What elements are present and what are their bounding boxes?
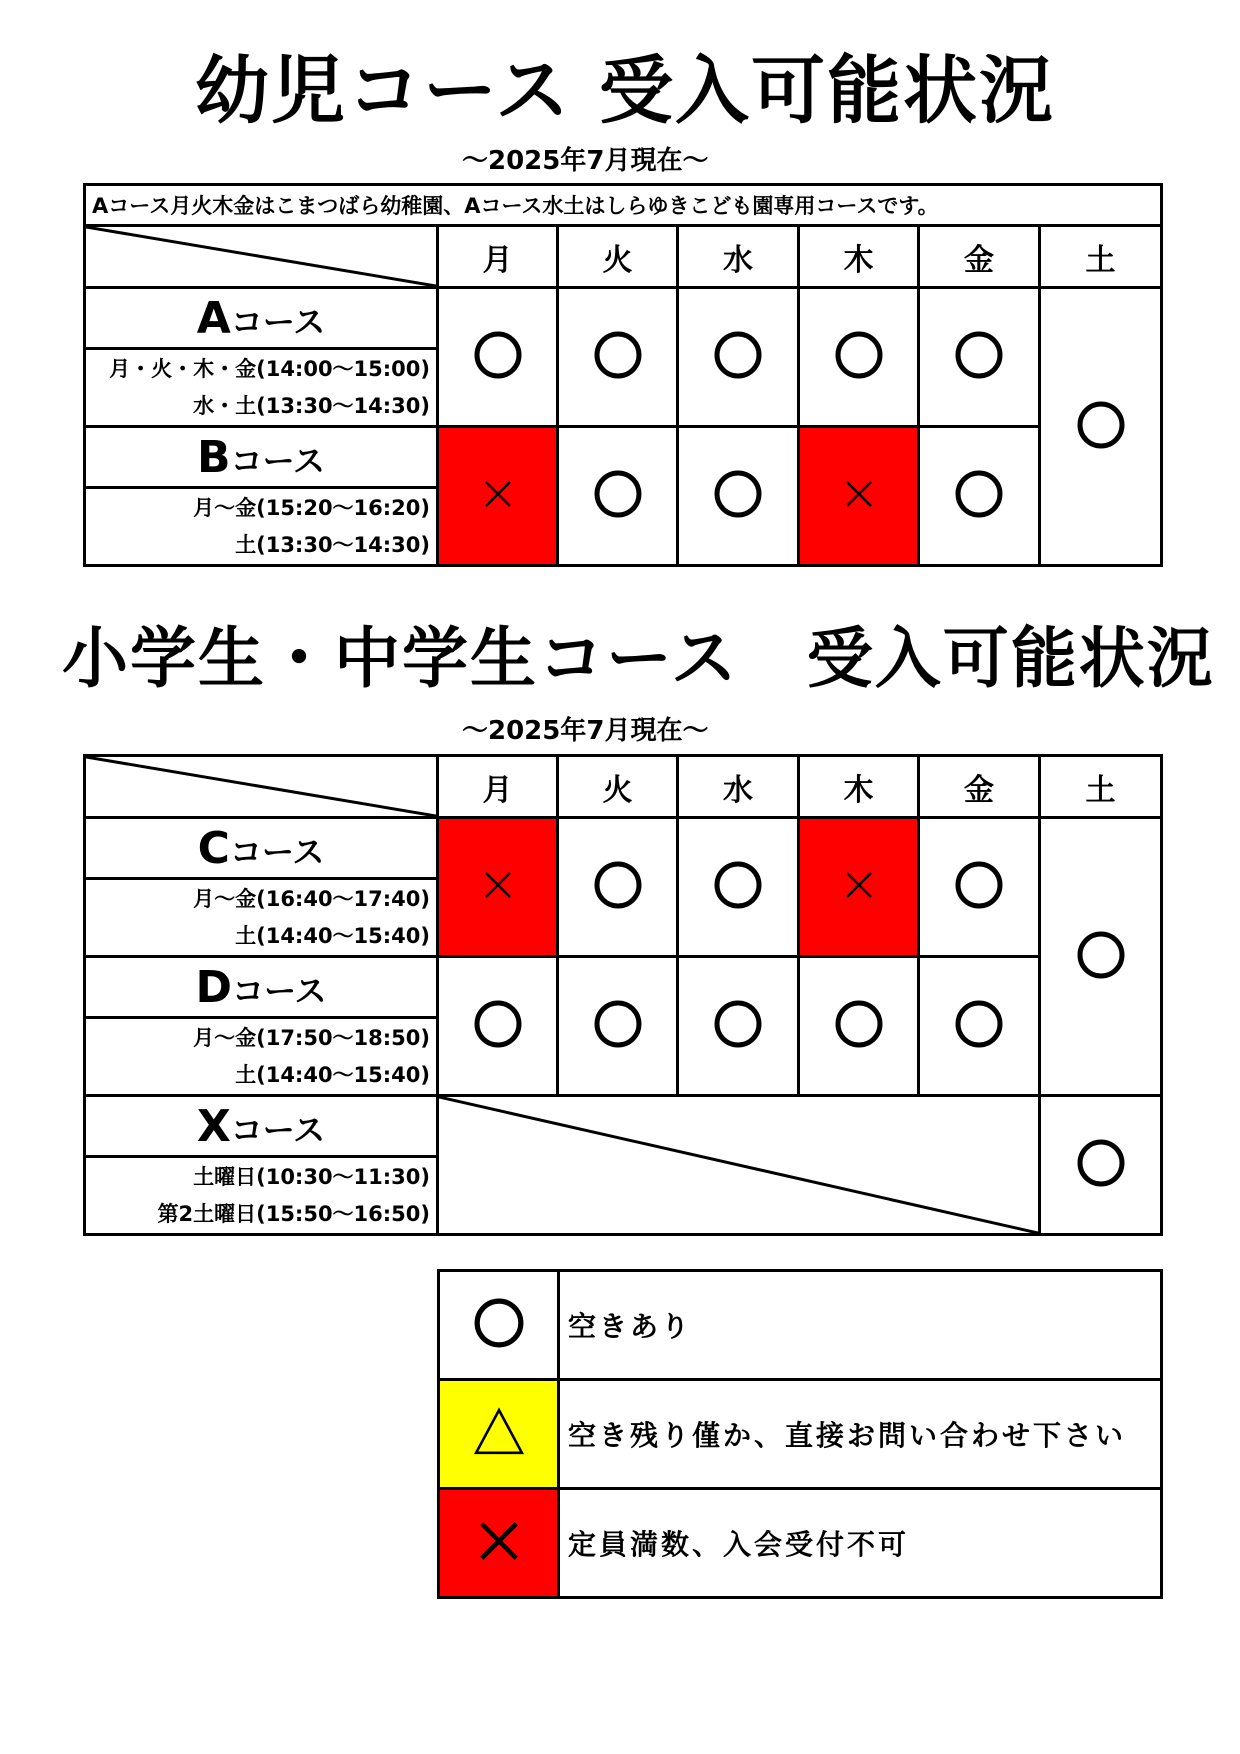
school-schedule-table [83,754,1163,1236]
header-diagonal-cell [85,756,438,818]
circle-icon [593,860,643,910]
school-title: 小学生・中学生コース 受入可能状況 [62,620,1215,697]
time-line: 土曜日(10:30～11:30) [193,1164,430,1189]
day-header-wed: 水 [678,756,799,818]
cross-icon [843,869,875,901]
course-letter: C [197,822,230,874]
status-d-wed [678,957,799,1096]
kids-note: Aコース月火木金はこまつばら幼稚園、Aコース水土はしらゆきこども園専用コースです。 [85,185,1162,226]
status-c-fri [919,818,1040,957]
status-b-wed [678,427,799,566]
status-a-wed [678,288,799,427]
legend-triangle-cell [439,1380,559,1489]
time-line: 月～金(16:40～17:40) [193,886,430,911]
time-line: 土(13:30～14:30) [235,532,430,557]
day-header-sat: 土 [1040,226,1162,288]
day-header-sat: 土 [1040,756,1162,818]
legend-cross-cell [439,1489,559,1598]
status-ab-sat [1040,288,1162,566]
status-x-sat [1040,1096,1162,1235]
course-letter: D [195,961,233,1013]
course-d-times [85,1018,438,1096]
course-a-name [85,288,438,349]
legend-table [437,1269,1163,1599]
course-b-times [85,488,438,566]
cross-icon [476,1518,522,1564]
course-letter: A [196,292,231,344]
course-c-name [85,818,438,879]
course-a-times [85,349,438,427]
header-diagonal-cell [85,226,438,288]
day-header-tue: 火 [558,226,678,288]
status-b-tue [558,427,678,566]
circle-icon [834,999,884,1049]
day-header-fri: 金 [919,226,1040,288]
course-d-name [85,957,438,1018]
course-letter: X [196,1100,231,1152]
course-kana: コース [230,441,325,480]
status-c-tue [558,818,678,957]
circle-icon [473,330,523,380]
kids-title: 幼児コース 受入可能状況 [195,48,1056,134]
status-d-thu [799,957,919,1096]
circle-icon [713,860,763,910]
circle-icon [713,330,763,380]
circle-icon [954,999,1004,1049]
circle-icon [954,330,1004,380]
day-header-tue: 火 [558,756,678,818]
cross-icon [843,478,875,510]
circle-icon [713,469,763,519]
legend-few-left-text: 空き残り僅か、直接お問い合わせ下さい [559,1380,1162,1489]
status-a-tue [558,288,678,427]
cross-icon [482,478,514,510]
status-a-fri [919,288,1040,427]
status-c-thu [799,818,919,957]
day-header-fri: 金 [919,756,1040,818]
school-as-of: ～2025年7月現在～ [462,716,709,746]
circle-icon [1076,1138,1126,1188]
time-line: 月・火・木・金(14:00～15:00) [109,356,430,381]
course-kana: コース [232,971,327,1010]
time-line: 水・土(13:30～14:30) [193,393,430,418]
circle-icon [713,999,763,1049]
day-header-mon: 月 [438,226,558,288]
time-line: 月～金(15:20～16:20) [193,495,430,520]
circle-icon [593,330,643,380]
course-kana: コース [230,1110,326,1149]
course-x-weekday-na-cell [438,1096,1040,1235]
course-x-name [85,1096,438,1157]
course-letter: B [197,431,231,483]
circle-icon [954,860,1004,910]
time-line: 土(14:40～15:40) [235,923,430,948]
circle-icon [473,1297,525,1349]
status-a-thu [799,288,919,427]
day-header-wed: 水 [678,226,799,288]
status-b-fri [919,427,1040,566]
course-b-name [85,427,438,488]
circle-icon [593,999,643,1049]
circle-icon [593,469,643,519]
status-d-tue [558,957,678,1096]
legend-available-text: 空きあり [559,1271,1162,1380]
circle-icon [1076,400,1126,450]
time-line: 月～金(17:50～18:50) [193,1025,430,1050]
day-header-thu: 木 [799,226,919,288]
legend-full-text: 定員満数、入会受付不可 [559,1489,1162,1598]
time-line: 第2土曜日(15:50～16:50) [157,1201,430,1226]
course-kana: コース [230,302,326,341]
cross-icon [482,869,514,901]
kids-as-of: ～2025年7月現在～ [462,146,709,176]
circle-icon [1076,930,1126,980]
kids-schedule-table [83,183,1163,567]
status-cd-sat [1040,818,1162,1096]
circle-icon [473,999,523,1049]
time-line: 土(14:40～15:40) [235,1062,430,1087]
status-d-mon [438,957,558,1096]
day-header-mon: 月 [438,756,558,818]
legend-circle-cell [439,1271,559,1380]
course-x-times [85,1157,438,1235]
triangle-icon [473,1406,525,1458]
course-kana: コース [229,832,325,871]
status-b-thu [799,427,919,566]
day-header-thu: 木 [799,756,919,818]
status-b-mon [438,427,558,566]
status-c-wed [678,818,799,957]
status-d-fri [919,957,1040,1096]
status-a-mon [438,288,558,427]
status-c-mon [438,818,558,957]
circle-icon [954,469,1004,519]
course-c-times [85,879,438,957]
circle-icon [834,330,884,380]
